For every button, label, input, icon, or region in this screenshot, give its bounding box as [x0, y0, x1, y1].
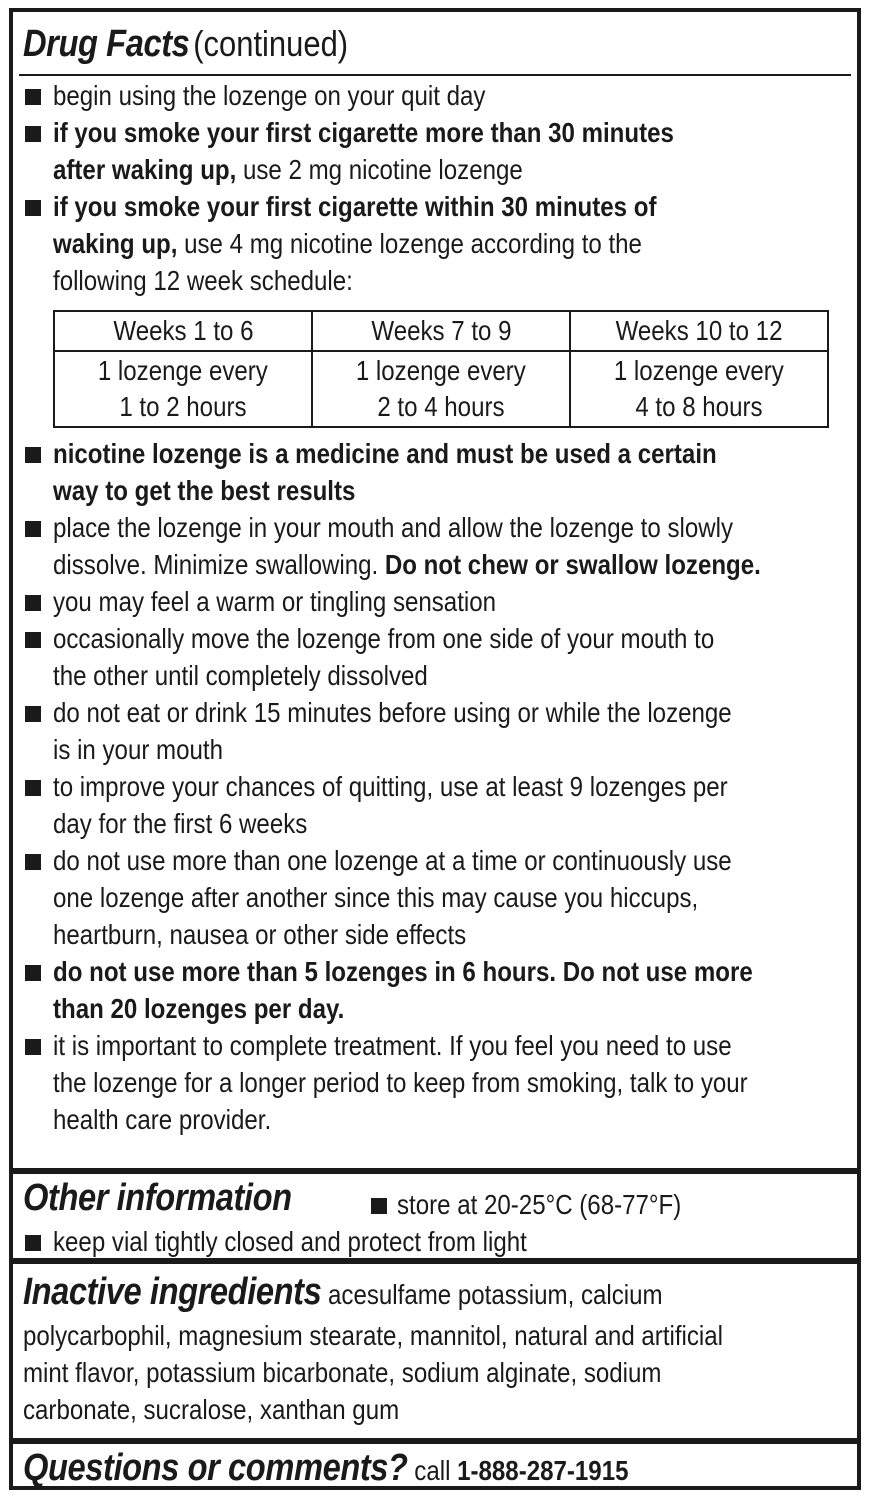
phone-number: 1-888-287-1915 — [457, 1455, 629, 1486]
bullet-square-icon — [25, 200, 41, 216]
direction-item-move-line2: the other until completely dissolved — [53, 660, 428, 691]
drug-facts-panel — [9, 8, 861, 1490]
direction-item-4mg-line1: if you smoke your first cigarette within 30 minutes of — [53, 191, 657, 222]
inactive-ingredients-line1: Inactive ingredients acesulfame potassium, calcium — [23, 1271, 663, 1313]
direction-item-improve-line2: day for the first 6 weeks — [53, 808, 308, 839]
questions-line: Questions or comments? call 1-888-287-1915 — [23, 1447, 629, 1489]
directions-section — [13, 12, 857, 1158]
direction-item-move-line1: occasionally move the lozenge from one side of your mouth to — [53, 623, 715, 654]
bullet-square-icon — [25, 89, 41, 105]
direction-item-max-dose-line2: than 20 lozenges per day. — [53, 993, 345, 1024]
bullet-square-icon — [25, 1039, 41, 1055]
direction-item-4mg-line3: following 12 week schedule: — [53, 265, 353, 296]
schedule-header-row — [54, 311, 828, 351]
drug-facts-title: Drug Facts — [23, 23, 190, 65]
schedule-header-cell: Weeks 1 to 6 — [54, 311, 312, 351]
bullet-square-icon — [25, 126, 41, 142]
direction-item-one-at-time-line1: do not use more than one lozenge at a time or continuously use — [53, 845, 732, 876]
inactive-ingredients-line4: carbonate, sucralose, xanthan gum — [23, 1394, 400, 1425]
drug-facts-title-row — [23, 16, 401, 72]
bullet-square-icon — [25, 780, 41, 796]
drug-facts-title-suffix: (continued) — [193, 23, 349, 64]
direction-item-complete-line2: the lozenge for a longer period to keep from smoking, talk to your — [53, 1067, 748, 1098]
other-info-vial: keep vial tightly closed and protect from light — [53, 1226, 527, 1257]
direction-item-eat-line2: is in your mouth — [53, 734, 223, 765]
schedule-cell: 1 lozenge every 2 to 4 hours — [312, 351, 570, 427]
direction-item-2mg-line1: if you smoke your first cigarette more than 30 minutes — [53, 117, 674, 148]
questions-title: Questions or comments? — [23, 1447, 408, 1489]
direction-item-complete-line3: health care provider. — [53, 1104, 272, 1135]
title-divider — [19, 74, 851, 76]
bullet-square-icon — [25, 447, 41, 463]
other-information-section — [13, 1168, 857, 1257]
direction-item-dissolve-line1: place the lozenge in your mouth and allow the lozenge to slowly — [53, 512, 734, 543]
inactive-ingredients-line3: mint flavor, potassium bicarbonate, sodium alginate, sodium — [23, 1357, 662, 1388]
direction-item-4mg-line2: waking up, use 4 mg nicotine lozenge according to the — [53, 228, 642, 259]
schedule-cell: 1 lozenge every 4 to 8 hours — [570, 351, 828, 427]
direction-item-improve-line1: to improve your chances of quitting, use at least 9 lozenges per — [53, 771, 728, 802]
direction-item-dissolve-line2: dissolve. Minimize swallowing. Do not chew or swallow lozenge. — [53, 549, 761, 580]
direction-item-one-at-time-line2: one lozenge after another since this may cause you hiccups, — [53, 882, 699, 913]
bullet-square-icon — [371, 1198, 387, 1214]
direction-item-medicine-line2: way to get the best results — [53, 475, 356, 506]
questions-section — [13, 1438, 857, 1489]
direction-item-quit-day: begin using the lozenge on your quit day — [53, 80, 486, 111]
schedule-table — [53, 310, 829, 428]
bullet-square-icon — [25, 595, 41, 611]
schedule-cell: 1 lozenge every 1 to 2 hours — [54, 351, 312, 427]
inactive-ingredients-section — [13, 1258, 857, 1434]
bullet-square-icon — [25, 1235, 41, 1251]
schedule-header-cell: Weeks 10 to 12 — [570, 311, 828, 351]
bullet-square-icon — [25, 854, 41, 870]
bullet-square-icon — [25, 632, 41, 648]
bullet-square-icon — [25, 706, 41, 722]
inactive-ingredients-line2: polycarbophil, magnesium stearate, mannitol, natural and artificial — [23, 1320, 724, 1351]
bullet-square-icon — [25, 965, 41, 981]
direction-item-max-dose-line1: do not use more than 5 lozenges in 6 hours. Do not use more — [53, 956, 753, 987]
other-information-title: Other information — [23, 1177, 292, 1219]
schedule-row — [54, 351, 828, 427]
other-info-storage: store at 20-25°C (68-77°F) — [397, 1189, 682, 1220]
direction-item-medicine-line1: nicotine lozenge is a medicine and must be used a certain — [53, 438, 717, 469]
direction-item-tingling: you may feel a warm or tingling sensation — [53, 586, 497, 617]
bullet-square-icon — [25, 521, 41, 537]
inactive-ingredients-title: Inactive ingredients — [23, 1271, 322, 1313]
schedule-header-cell: Weeks 7 to 9 — [312, 311, 570, 351]
direction-item-complete-line1: it is important to complete treatment. If you feel you need to use — [53, 1030, 732, 1061]
direction-item-eat-line1: do not eat or drink 15 minutes before using or while the lozenge — [53, 697, 732, 728]
direction-item-one-at-time-line3: heartburn, nausea or other side effects — [53, 919, 467, 950]
direction-item-2mg-line2: after waking up, use 2 mg nicotine lozenge — [53, 154, 523, 185]
